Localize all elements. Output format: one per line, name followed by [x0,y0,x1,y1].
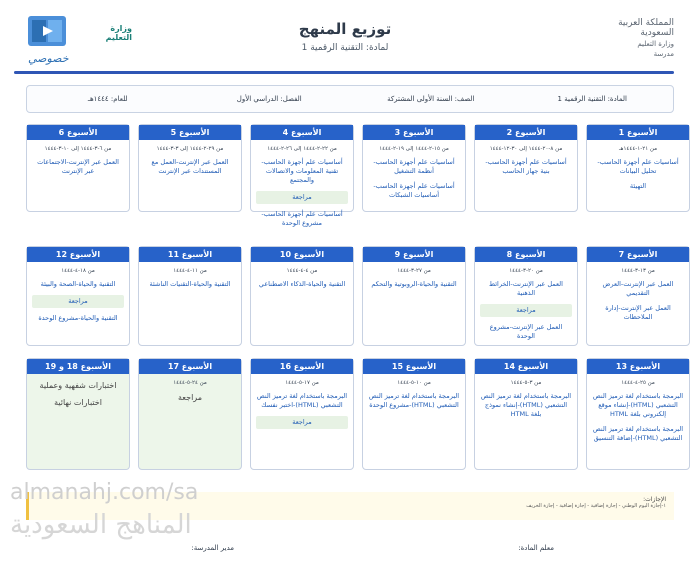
moe-logo [82,24,132,42]
week-card [362,358,466,470]
week-dates: من ٢٩-٢-١٤٤٤ إلى ٣-٣-١٤٤٤ [156,146,224,152]
week-title: الأسبوع 7 [587,247,689,262]
lesson-item: البرمجة باستخدام لغة ترميز النص التشعبي (HTML)-مشروع الوحدة [368,392,460,409]
lesson-item: العمل عبر الإنترنت-العمل مع المستندات عبر الإنترنت [151,158,229,175]
week-card [138,358,242,470]
week-dates: من ٢١-١-١٤٤٤هـ [618,146,658,152]
lesson-item: أساسيات علم أجهزة الحاسب-تحليل البيانات [597,158,679,175]
lesson-item: مراجعة [32,295,124,308]
moe-logo-text: وزارة التعليم [105,24,132,42]
week-dates: من ١٥-٢-١٤٤٤ إلى ١٩-٢-١٤٤٤ [379,146,449,152]
info-bar [26,85,674,113]
lesson-item: التقنية والحياة-الصحة والبيئة [40,280,116,288]
lesson-item: التقنية والحياة-الذكاء الاصطناعي [258,280,346,288]
week-title: الأسبوع 17 [139,359,241,374]
watermark-url: almanahj.com/sa [10,480,199,505]
week-title: الأسبوع 8 [475,247,577,262]
lesson-item: البرمجة باستخدام لغة ترميز النص التشعبي (HTML)-اختبر نفسك [256,392,348,409]
kingdom-emblem-text: المملكة العربية السعودية [618,18,674,38]
principal-signature-label: مدير المدرسة: [191,544,234,552]
logos [22,10,142,66]
lesson-item: العمل عبر الإنترنت-الاجتماعات عبر الإنترنت [37,158,119,175]
week-title: الأسبوع 9 [363,247,465,262]
page-title: توزيع المنهج [298,20,392,38]
week-dates: من ١٧-٥-١٤٤٤ [285,380,319,386]
lesson-item: التهيئة [629,182,647,190]
week-card [362,124,466,212]
lesson-item: التقنية والحياة-التقنيات الناشئة [149,280,231,288]
week-card [586,358,690,470]
lesson-item: أساسيات علم أجهزة الحاسب- بنية جهاز الحاسب [485,158,567,175]
week-title: الأسبوع 13 [587,359,689,374]
info-grade: الصف: السنة الأولى المشتركة [387,95,475,103]
teacher-signature-label: معلم المادة: [518,544,554,552]
lesson-item: أساسيات علم أجهزة الحاسب-تقنية المعلومات والاتصالات والمجتمع [261,158,343,184]
week-dates: من ٨-٢٠-١٤٤٤ إلى ٣٠-١٢-١٤٤٤ [489,146,563,152]
lesson-item: العمل عبر الإنترنت-العرض التقديمي [602,280,674,297]
subject-line: لمادة: التقنية الرقمية 1 [301,43,389,53]
week-title: الأسبوع 4 [251,125,353,140]
title-block [240,20,450,53]
week-card [474,246,578,346]
notes-heading: الإجازات: [643,496,666,503]
page-header [0,0,688,74]
lesson-item: البرمجة باستخدام لغة ترميز النص التشعبي (HTML)-إضافة التنسيق [592,425,684,442]
lesson-item: اختبارات نهائية [54,398,102,407]
week-card [586,246,690,346]
week-dates: من ٦-٣-١٤٤٤ إلى ١٠-٣-١٤٤٤ [44,146,112,152]
week-dates: من ١٨-٤-١٤٤٤ [61,268,95,274]
notes-text: ١-إجازة اليوم الوطني - إجازة إضافية - إجازة إضافية - إجازة الخريف [526,503,666,509]
week-card [250,124,354,227]
brand-text: خصوصي [28,52,69,65]
ministry-block [610,18,674,58]
week-title: الأسبوع 15 [363,359,465,374]
week-dates: من ١١-٤-١٤٤٤ [173,268,207,274]
week-card [26,124,130,212]
week-title: الأسبوع 5 [139,125,241,140]
lesson-item: أساسيات علم أجهزة الحاسب-أساسيات الشبكات [373,182,455,199]
lesson-item: العمل عبر الإنترنت-إدارة الملاحظات [605,304,671,321]
week-card [474,124,578,212]
week-title: الأسبوع 14 [475,359,577,374]
lesson-item: العمل عبر الإنترنت-الخرائط الذهنية [489,280,563,297]
lesson-item: أساسيات علم أجهزة الحاسب-أنظمة التشغيل [373,158,455,175]
week-dates: من ١٣-٣-١٤٤٤ [621,268,655,274]
week-card [138,124,242,212]
week-card [26,358,130,470]
lesson-item: أساسيات علم أجهزة الحاسب-مشروع الوحدة [261,210,343,227]
week-dates: من ٢٥-٤-١٤٤٤ [621,380,655,386]
week-card [586,124,690,212]
info-subject: المادة: التقنية الرقمية 1 [557,95,627,103]
book-logo-icon [26,14,68,50]
week-dates: من ١٠-٥-١٤٤٤ [397,380,431,386]
lesson-item: البرمجة باستخدام لغة ترميز النص التشعبي (HTML)-إنشاء نموذج بلغة HTML [480,392,572,418]
lesson-item: اختبارات شفهية وعملية [39,381,117,390]
week-title: الأسبوع 1 [587,125,689,140]
lesson-item: التقنية والحياة-الروبوتية والتحكم [371,280,457,288]
signature-footer [26,540,674,556]
lesson-item: التقنية والحياة-مشروع الوحدة [38,314,118,322]
week-card [26,246,130,346]
week-dates: من ٢٧-٣-١٤٤٤ [397,268,431,274]
lesson-item: العمل عبر الإنترنت-مشروع الوحدة [489,323,563,340]
header-divider [14,71,674,74]
lesson-item: مراجعة [256,191,348,204]
week-card [138,246,242,346]
week-title: الأسبوع 12 [27,247,129,262]
week-title: الأسبوع 16 [251,359,353,374]
week-card [250,358,354,470]
week-dates: من ٤-٤-١٤٤٤ [286,268,318,274]
week-title: الأسبوع 10 [251,247,353,262]
school-label: مدرسة [653,50,674,58]
info-year: للعام: ١٤٤٤هـ [87,95,128,103]
info-term: الفصل: الدراسي الأول [236,95,302,103]
lesson-item: مراجعة [480,304,572,317]
ministry-name: وزارة التعليم [637,40,674,48]
week-card [362,246,466,346]
lesson-item: البرمجة باستخدام لغة ترميز النص التشعبي (HTML)-إنشاء موقع إلكتروني بلغة HTML [592,392,684,418]
week-title: الأسبوع 2 [475,125,577,140]
week-card [250,246,354,346]
week-dates: من ٣-٥-١٤٤٤ [510,380,542,386]
lesson-item: مراجعة [256,416,348,429]
week-dates: من ٢٤-٥-١٤٤٤ [173,380,207,386]
week-title: الأسبوع 18 و 19 [27,359,129,374]
week-dates: من ٢٠-٣-١٤٤٤ [509,268,543,274]
week-card [474,358,578,470]
week-title: الأسبوع 11 [139,247,241,262]
week-dates: من ٢٢-٢-١٤٤٤ إلى ٢٦-٢-١٤٤٤ [267,146,337,152]
watermark-brand: المناهج السعودية [10,510,192,540]
week-title: الأسبوع 3 [363,125,465,140]
lesson-item: مراجعة [177,393,202,402]
week-title: الأسبوع 6 [27,125,129,140]
